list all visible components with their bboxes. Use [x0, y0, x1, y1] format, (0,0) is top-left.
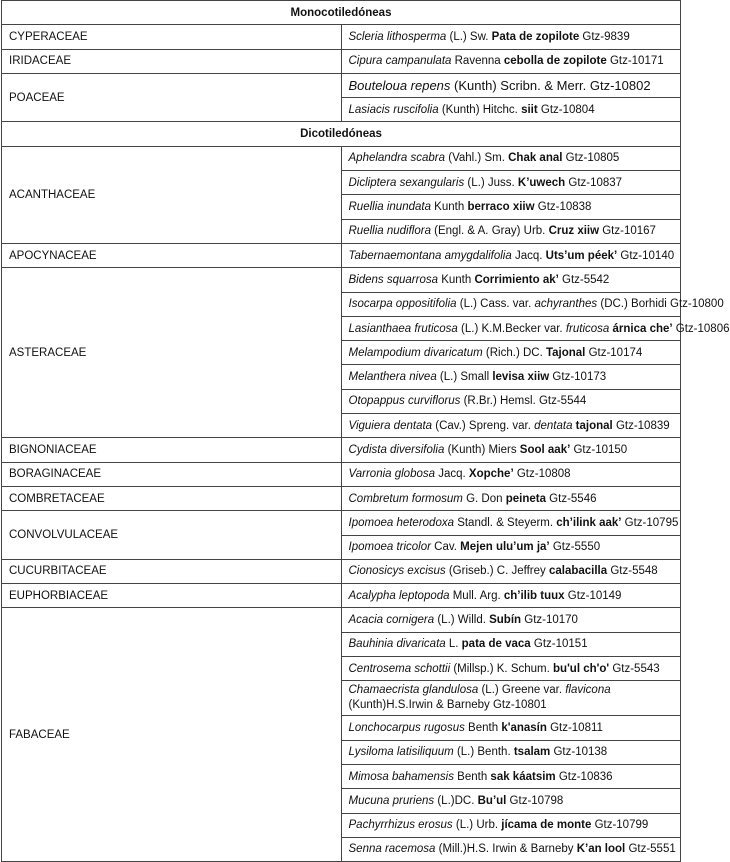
species-cell: Dicliptera sexangularis (L.) Juss. K’uwech Gtz-10837 — [341, 171, 681, 195]
species-cell: Melanthera nivea (L.) Small levisa xiiw Gtz-10173 — [341, 365, 681, 389]
species-cell: Cipura campanulata Ravenna cebolla de zopilote Gtz-10171 — [341, 49, 681, 73]
species-cell: Cydista diversifolia (Kunth) Miers Sool aak’ Gtz-10150 — [341, 438, 681, 462]
table-row — [2, 243, 681, 267]
family-cell: POACEAE — [2, 73, 342, 122]
species-cell: Acacia cornigera (L.) Willd. Subín Gtz-10170 — [341, 608, 681, 632]
family-cell: ACANTHACEAE — [2, 146, 342, 243]
family-cell: ASTERACEAE — [2, 268, 342, 438]
table-row — [2, 486, 681, 510]
family-cell: APOCYNACEAE — [2, 243, 342, 267]
species-cell: Chamaecrista glandulosa (L.) Greene var. flavicona (Kunth)H.S.Irwin & Barneby Gtz-10801 — [341, 681, 681, 716]
species-cell: Bidens squarrosa Kunth Corrimiento ak’ Gtz-5542 — [341, 268, 681, 292]
table-row — [2, 584, 681, 608]
section-header-row — [2, 122, 681, 146]
table-row — [2, 73, 681, 97]
species-cell: Senna racemosa (Mill.)H.S. Irwin & Barneby K’an lool Gtz-5551 — [341, 837, 681, 861]
species-cell: Lysiloma latisiliquum (L.) Benth. tsalam Gtz-10138 — [341, 740, 681, 764]
species-cell: Centrosema schottii (Millsp.) K. Schum. bu'ul ch'o' Gtz-5543 — [341, 657, 681, 681]
family-cell: BORAGINACEAE — [2, 462, 342, 486]
table-row — [2, 511, 681, 535]
species-cell: Acalypha leptopoda Mull. Arg. ch’ilib tuux Gtz-10149 — [341, 584, 681, 608]
table-row — [2, 268, 681, 292]
species-table — [1, 0, 730, 862]
family-cell: COMBRETACEAE — [2, 486, 342, 510]
species-cell: Cionosicys excisus (Griseb.) C. Jeffrey calabacilla Gtz-5548 — [341, 559, 681, 583]
species-cell: Isocarpa oppositifolia (L.) Cass. var. achyranthes (DC.) Borhidi Gtz-10800 — [341, 292, 681, 316]
species-cell: Otopappus curviflorus (R.Br.) Hemsl. Gtz-5544 — [341, 389, 681, 413]
family-cell: IRIDACEAE — [2, 49, 342, 73]
table-row — [2, 438, 681, 462]
species-cell: Viguiera dentata (Cav.) Spreng. var. dentata tajonal Gtz-10839 — [341, 414, 681, 438]
species-cell: Lasianthaea fruticosa (L.) K.M.Becker var. fruticosa árnica che’ Gtz-10806 — [341, 316, 681, 340]
species-cell: Melampodium divaricatum (Rich.) DC. Tajonal Gtz-10174 — [341, 341, 681, 365]
family-cell: CYPERACEAE — [2, 25, 342, 49]
family-cell: CUCURBITACEAE — [2, 559, 342, 583]
table-row — [2, 49, 681, 73]
section-header-row — [2, 1, 681, 25]
family-cell: BIGNONIACEAE — [2, 438, 342, 462]
table-row — [2, 146, 681, 170]
species-cell: Ipomoea tricolor Cav. Mejen ulu’um ja’ Gtz-5550 — [341, 535, 681, 559]
species-cell: Lasiacis ruscifolia (Kunth) Hitchc. siit Gtz-10804 — [341, 98, 681, 122]
table-row — [2, 462, 681, 486]
species-cell: Tabernaemontana amygdalifolia Jacq. Uts’um péek’ Gtz-10140 — [341, 243, 681, 267]
table-row — [2, 25, 681, 49]
species-cell: Scleria lithosperma (L.) Sw. Pata de zopilote Gtz-9839 — [341, 25, 681, 49]
species-cell: Aphelandra scabra (Vahl.) Sm. Chak anal Gtz-10805 — [341, 146, 681, 170]
species-cell: Mimosa bahamensis Benth sak káatsim Gtz-10836 — [341, 764, 681, 788]
species-cell: Ruellia nudiflora (Engl. & A. Gray) Urb. Cruz xiiw Gtz-10167 — [341, 219, 681, 243]
section-title-dicot: Dicotiledóneas — [2, 122, 681, 146]
species-cell: Lonchocarpus rugosus Benth k'anasín Gtz-10811 — [341, 716, 681, 740]
species-cell: Combretum formosum G. Don peineta Gtz-5546 — [341, 486, 681, 510]
species-cell: Ipomoea heterodoxa Standl. & Steyerm. ch’ilink aak’ Gtz-10795 — [341, 511, 681, 535]
species-cell: Bouteloua repens (Kunth) Scribn. & Merr. Gtz-10802 — [341, 73, 681, 97]
species-cell: Ruellia inundata Kunth berraco xiiw Gtz-10838 — [341, 195, 681, 219]
table-row — [2, 608, 681, 632]
section-title-monocot: Monocotiledóneas — [2, 1, 681, 25]
species-cell: Bauhinia divaricata L. pata de vaca Gtz-10151 — [341, 632, 681, 656]
table-row — [2, 559, 681, 583]
family-cell: EUPHORBIACEAE — [2, 584, 342, 608]
family-cell: CONVOLVULACEAE — [2, 511, 342, 560]
family-cell: FABACEAE — [2, 608, 342, 862]
species-cell: Varronia globosa Jacq. Xopche’ Gtz-10808 — [341, 462, 681, 486]
species-cell: Mucuna pruriens (L.)DC. Bu’ul Gtz-10798 — [341, 789, 681, 813]
species-cell: Pachyrrhizus erosus (L.) Urb. jícama de monte Gtz-10799 — [341, 813, 681, 837]
